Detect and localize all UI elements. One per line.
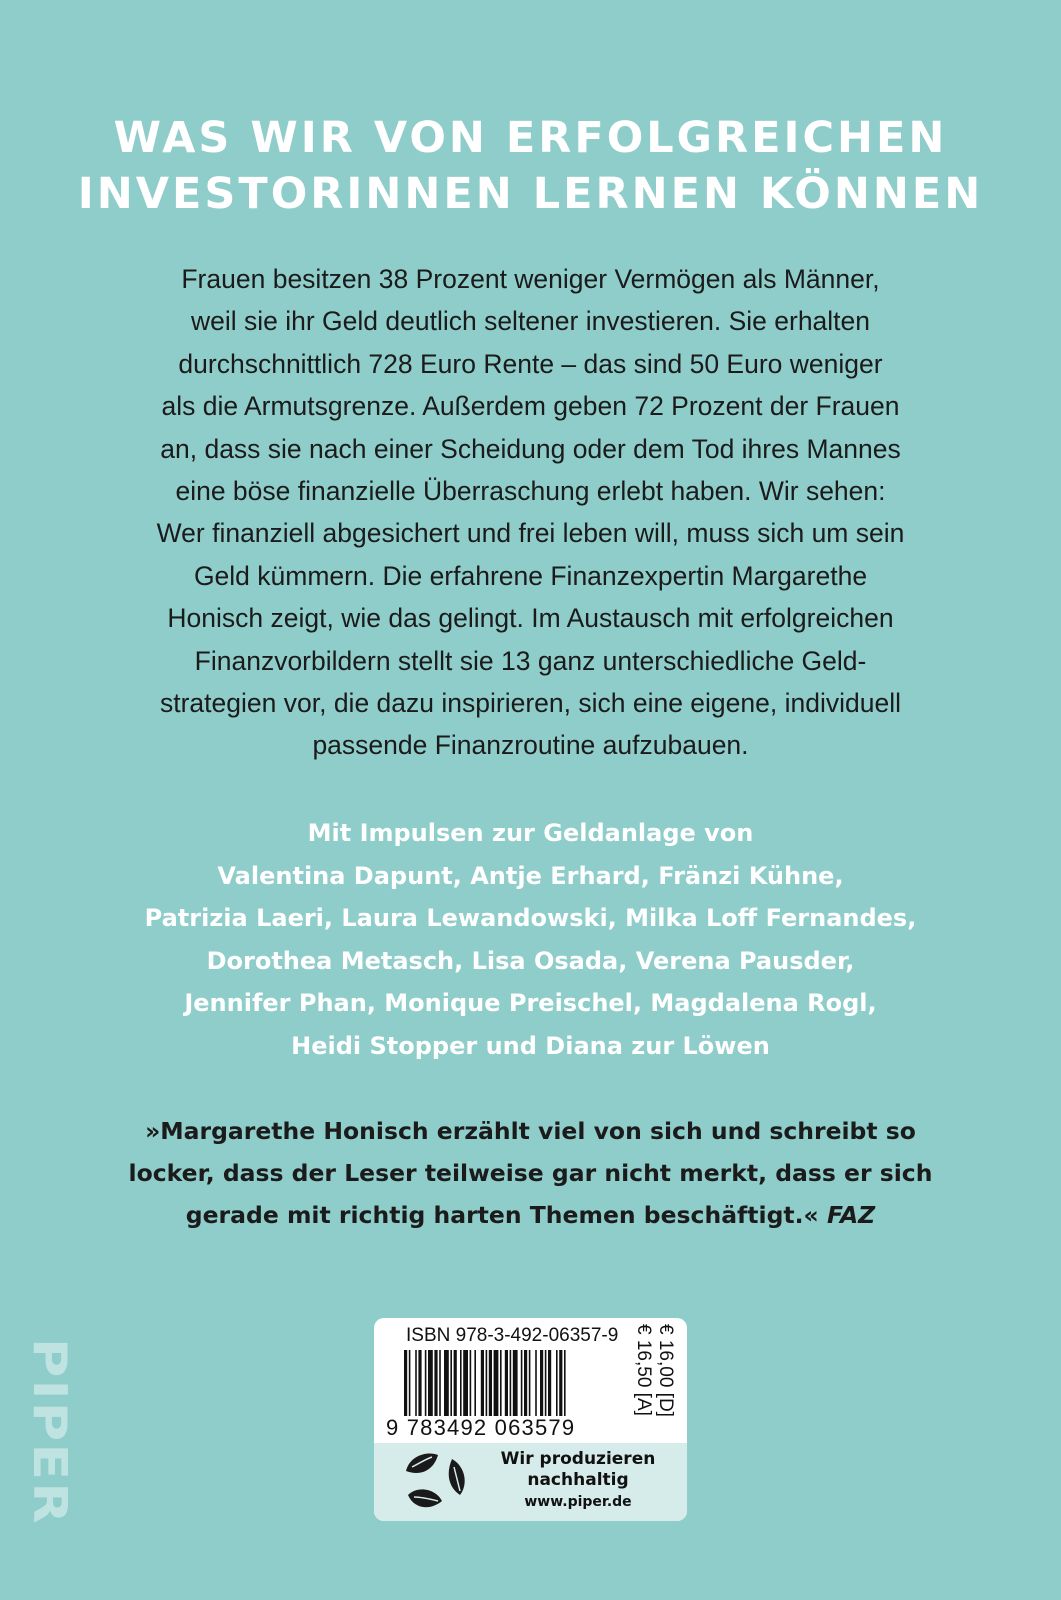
barcode-bar	[513, 1350, 518, 1416]
barcode-bar	[418, 1350, 421, 1416]
barcode-label	[374, 1318, 687, 1521]
description-line: eine böse finanzielle Überraschung erlebt haben. Wir sehen:	[175, 476, 886, 507]
barcode-bar	[494, 1350, 499, 1416]
barcode-bar	[505, 1350, 508, 1416]
eco-line: Wir produzieren	[500, 1449, 656, 1469]
leaves-icon	[402, 1451, 470, 1513]
eco-url: www.piper.de	[524, 1494, 632, 1510]
barcode-bar	[404, 1350, 407, 1416]
contributors-line: Jennifer Phan, Monique Preischel, Magdalena Rogl,	[184, 989, 877, 1017]
description-line: strategien vor, die dazu inspirieren, sich eine eigene, individuell	[160, 688, 901, 719]
quote-line: locker, dass der Leser teilweise gar nicht merkt, dass er sich	[128, 1159, 933, 1187]
price-at: € 16,50 [A]	[633, 1324, 654, 1416]
publisher-name: PIPER	[23, 1338, 77, 1500]
barcode-bar	[474, 1350, 476, 1416]
description-line: passende Finanzroutine aufzubauen.	[312, 730, 749, 761]
barcode-bar	[545, 1350, 547, 1416]
barcode-bar	[556, 1350, 558, 1416]
headline-line: INVESTORINNEN LERNEN KÖNNEN	[77, 169, 984, 219]
barcode-bar	[559, 1350, 562, 1416]
barcode-bar	[540, 1350, 543, 1416]
barcode-bar	[463, 1350, 468, 1416]
eco-badge	[374, 1443, 687, 1521]
barcode-bar	[564, 1350, 566, 1416]
barcode-bar	[460, 1350, 462, 1416]
description-line: Geld kümmern. Die erfahrene Finanzexpertin Margarethe	[193, 560, 868, 591]
description-line: als die Armutsgrenze. Außerdem geben 72 Prozent der Frauen	[161, 391, 900, 422]
barcode-bar	[486, 1350, 488, 1416]
description-line: Finanzvorbildern stellt sie 13 ganz unterschiedliche Geld-	[194, 645, 867, 676]
barcode-bar	[415, 1350, 417, 1416]
headline	[0, 110, 1061, 222]
description	[90, 258, 971, 767]
contributors-line: Patrizia Laeri, Laura Lewandowski, Milka Loff Fernandes,	[144, 904, 917, 932]
price-de: € 16,00 [D]	[655, 1324, 676, 1417]
barcode-bar	[409, 1350, 411, 1416]
barcode-digits: 9 783492 063579	[386, 1415, 576, 1440]
quote-text: gerade mit richtig harten Themen beschäftigt.«	[185, 1201, 819, 1229]
barcode-bar	[444, 1350, 449, 1416]
description-line: Wer finanziell abgesichert und frei leben will, muss sich um sein	[156, 518, 905, 549]
price-labels	[633, 1324, 684, 1436]
publisher-logo	[20, 1338, 82, 1528]
barcode-bar	[529, 1350, 531, 1416]
barcode-bar	[521, 1350, 523, 1416]
barcode-bar	[548, 1350, 551, 1416]
headline-line: WAS WIR VON ERFOLGREICHEN	[113, 113, 948, 163]
barcode	[402, 1350, 628, 1416]
description-line: Frauen besitzen 38 Prozent weniger Vermögen als Männer,	[181, 264, 880, 294]
barcode-bar	[428, 1350, 433, 1416]
description-line: durchschnittlich 728 Euro Rente – das sind 50 Euro weniger	[178, 348, 883, 379]
quote-source: FAZ	[826, 1201, 876, 1229]
contributors	[90, 812, 971, 1067]
press-quote	[80, 1110, 981, 1236]
barcode-bar	[524, 1350, 527, 1416]
quote-line	[80, 1194, 981, 1236]
quote-line: »Margarethe Honisch erzählt viel von sich und schreibt so	[145, 1117, 916, 1145]
description-line: weil sie ihr Geld deutlich seltener investieren. Sie erhalten	[190, 306, 871, 337]
barcode-bar	[470, 1350, 472, 1416]
barcode-bar	[434, 1350, 437, 1416]
barcode-bar	[510, 1350, 512, 1416]
eco-line: nachhaltig	[527, 1470, 629, 1490]
description-line: an, dass sie nach einer Scheidung oder dem Tod ihres Mannes	[160, 433, 901, 464]
barcode-bar	[500, 1350, 502, 1416]
contributors-line: Heidi Stopper und Diana zur Löwen	[291, 1031, 770, 1060]
barcode-bar	[454, 1350, 457, 1416]
barcode-bar	[481, 1350, 484, 1416]
barcode-bar	[489, 1350, 492, 1416]
barcode-bar	[439, 1350, 441, 1416]
contributors-line: Mit Impulsen zur Geldanlage von	[307, 819, 754, 847]
contributors-line: Dorothea Metasch, Lisa Osada, Verena Pausder,	[206, 946, 855, 975]
barcode-bar	[425, 1350, 427, 1416]
contributors-line: Valentina Dapunt, Antje Erhard, Fränzi Kühne,	[217, 861, 844, 890]
barcode-bar	[535, 1350, 537, 1416]
isbn-text: ISBN 978-3-492-06357-9	[406, 1325, 619, 1346]
eco-text	[478, 1449, 678, 1513]
barcode-bar	[450, 1350, 452, 1416]
description-line: Honisch zeigt, wie das gelingt. Im Austausch mit erfolgreichen	[167, 603, 894, 634]
